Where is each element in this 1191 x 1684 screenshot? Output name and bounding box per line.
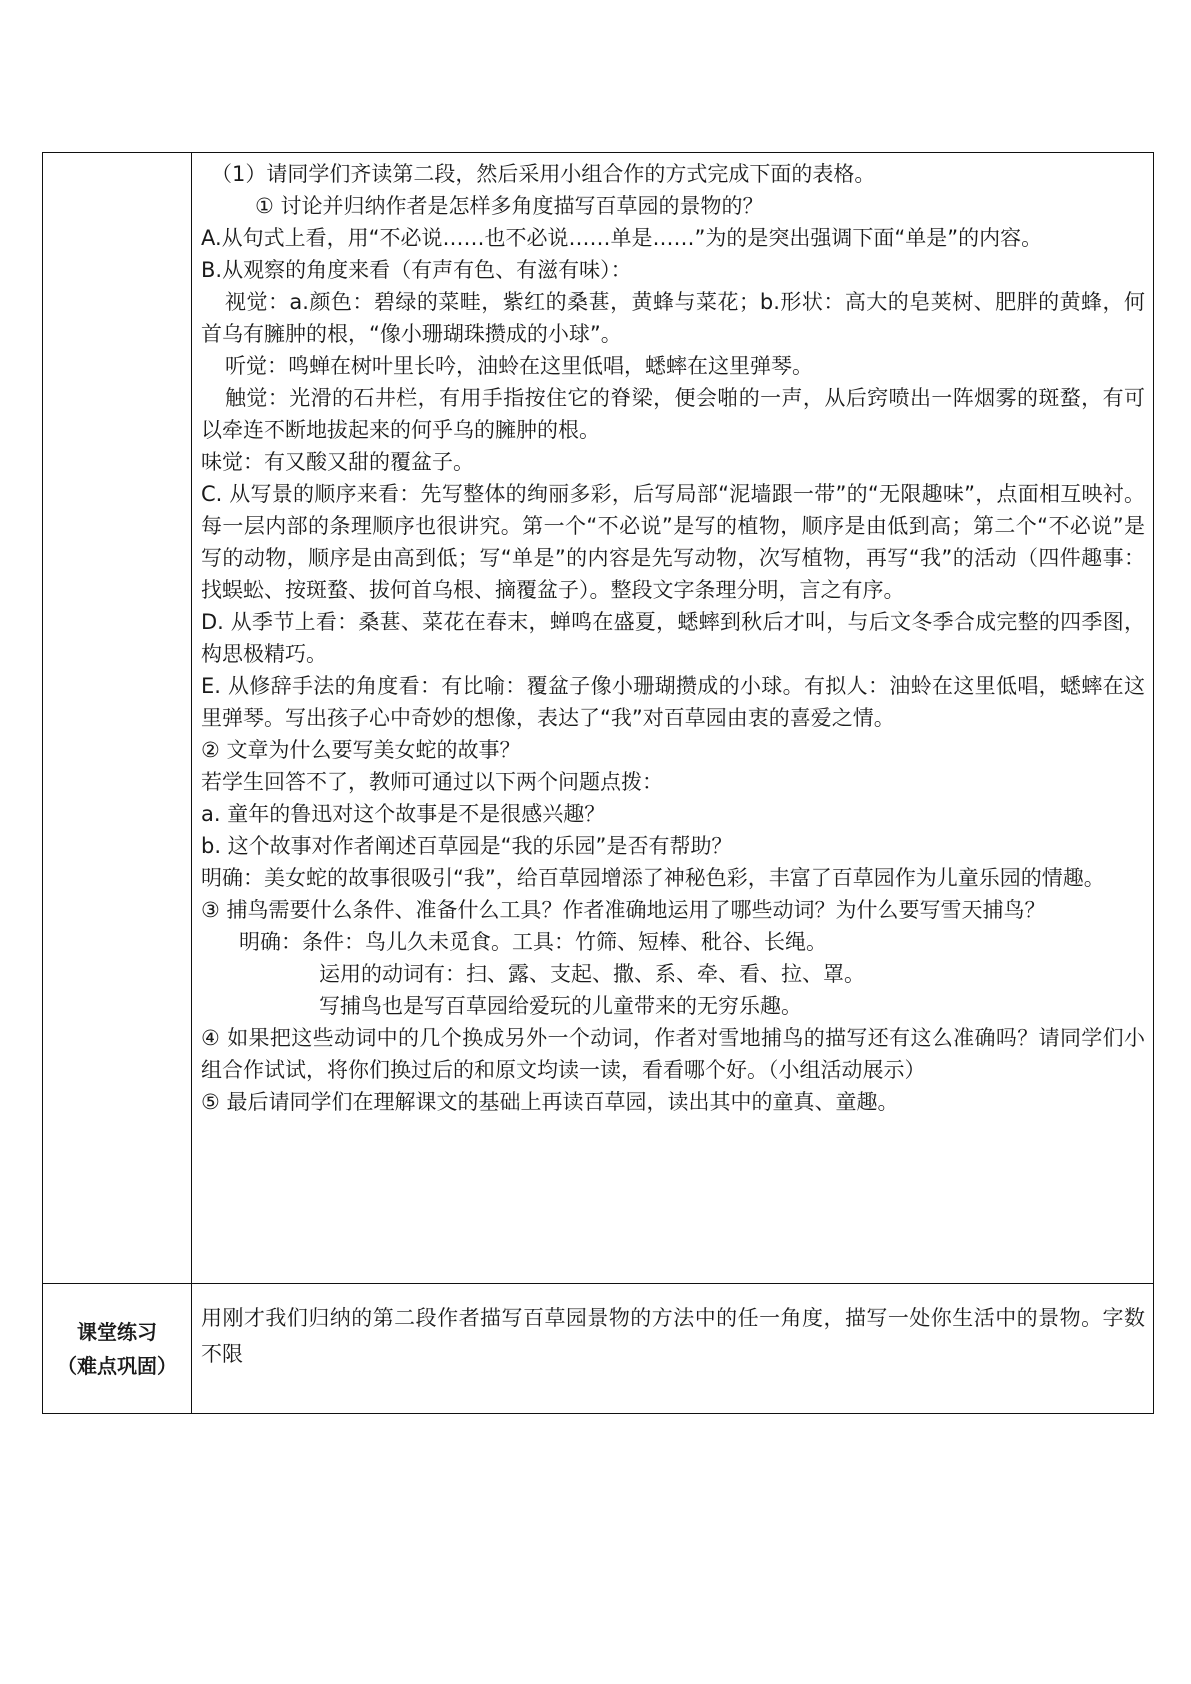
content-line: ⑤ 最后请同学们在理解课文的基础上再读百草园，读出其中的童真、童趣。: [201, 1090, 899, 1114]
content-cell: [192, 153, 1154, 1284]
table-row: [43, 153, 1154, 1284]
content-line: 视觉：a.颜色：碧绿的菜畦，紫红的桑葚，黄蜂与菜花；b.形状：高大的皂荚树、肥胖的黄蜂，何首乌有臃肿的根，“像小珊瑚珠攒成的小球”。: [201, 290, 1145, 346]
lesson-plan-table: [42, 152, 1154, 1414]
empty-label-cell: [43, 153, 192, 1284]
content-line: 味觉：有又酸又甜的覆盆子。: [201, 450, 474, 474]
content-line: 明确：美女蛇的故事很吸引“我”，给百草园增添了神秘色彩，丰富了百草园作为儿童乐园的情趣。: [201, 866, 1105, 890]
content-line: （1）请同学们齐读第二段，然后采用小组合作的方式完成下面的表格。: [211, 162, 876, 186]
content-line: ② 文章为什么要写美女蛇的故事？: [201, 738, 521, 762]
content-line: 触觉：光滑的石井栏，有用手指按住它的脊梁，便会啪的一声，从后窍喷出一阵烟雾的斑蝥，有可以牵连不断地拔起来的何乎乌的臃肿的根。: [201, 386, 1145, 442]
content-line: A.从句式上看，用“不必说……也不必说……单是……”为的是突出强调下面“单是”的内容。: [201, 226, 1043, 250]
content-line: ③ 捕鸟需要什么条件、准备什么工具？作者准确地运用了哪些动词？为什么要写雪天捕鸟？: [201, 898, 1046, 922]
table-row: [43, 1284, 1154, 1414]
content-line: ① 讨论并归纳作者是怎样多角度描写百草园的景物的？: [255, 194, 764, 218]
exercise-label-cell: [43, 1284, 192, 1414]
content-line: C. 从写景的顺序来看：先写整体的绚丽多彩，后写局部“泥墙跟一带”的“无限趣味”，点面相互映衬。每一层内部的条理顺序也很讲究。第一个“不必说”是写的植物，顺序是由低到高；第二个“不必说”是写的动物，顺序是由高到低；写“单是”的内容是先写动物，次写植物，再写“我”的活动（四件趣事：找蜈蚣、按斑蝥、拔何首乌根、摘覆盆子）。整段文字条理分明，言之有序。: [201, 482, 1145, 602]
content-line: 明确：条件：鸟儿久未觅食。工具：竹筛、短棒、秕谷、长绳。: [239, 930, 827, 954]
content-line: D. 从季节上看：桑葚、菜花在春末，蝉鸣在盛夏，蟋蟀到秋后才叫，与后文冬季合成完整的四季图，构思极精巧。: [201, 610, 1145, 666]
content-line: E. 从修辞手法的角度看：有比喻：覆盆子像小珊瑚攒成的小球。有拟人：油蛉在这里低唱，蟋蟀在这里弹琴。写出孩子心中奇妙的想像，表达了“我”对百草园由衷的喜爱之情。: [201, 674, 1145, 730]
exercise-sublabel: （难点巩固）: [57, 1353, 177, 1378]
content-line: ④ 如果把这些动词中的几个换成另外一个动词，作者对雪地捕鸟的描写还有这么准确吗？请同学们小组合作试试，将你们换过后的和原文均读一读，看看哪个好。（小组活动展示）: [201, 1026, 1145, 1082]
content-line: 听觉：鸣蝉在树叶里长吟，油蛉在这里低唱，蟋蟀在这里弹琴。: [225, 354, 813, 378]
exercise-text: 用刚才我们归纳的第二段作者描写百草园景物的方法中的任一角度，描写一处你生活中的景物。字数不限: [201, 1306, 1145, 1366]
exercise-label: 课堂练习: [77, 1319, 157, 1344]
content-line: a. 童年的鲁迅对这个故事是不是很感兴趣？: [201, 802, 606, 826]
exercise-cell: [192, 1284, 1154, 1414]
content-line: 运用的动词有：扫、露、支起、撒、系、牵、看、拉、罩。: [319, 962, 865, 986]
content-line: 写捕鸟也是写百草园给爱玩的儿童带来的无穷乐趣。: [319, 994, 802, 1018]
content-line: B.从观察的角度来看（有声有色、有滋有味）：: [201, 258, 632, 282]
content-line: 若学生回答不了，教师可通过以下两个问题点拨：: [201, 770, 663, 794]
content-line: b. 这个故事对作者阐述百草园是“我的乐园”是否有帮助？: [201, 834, 733, 858]
